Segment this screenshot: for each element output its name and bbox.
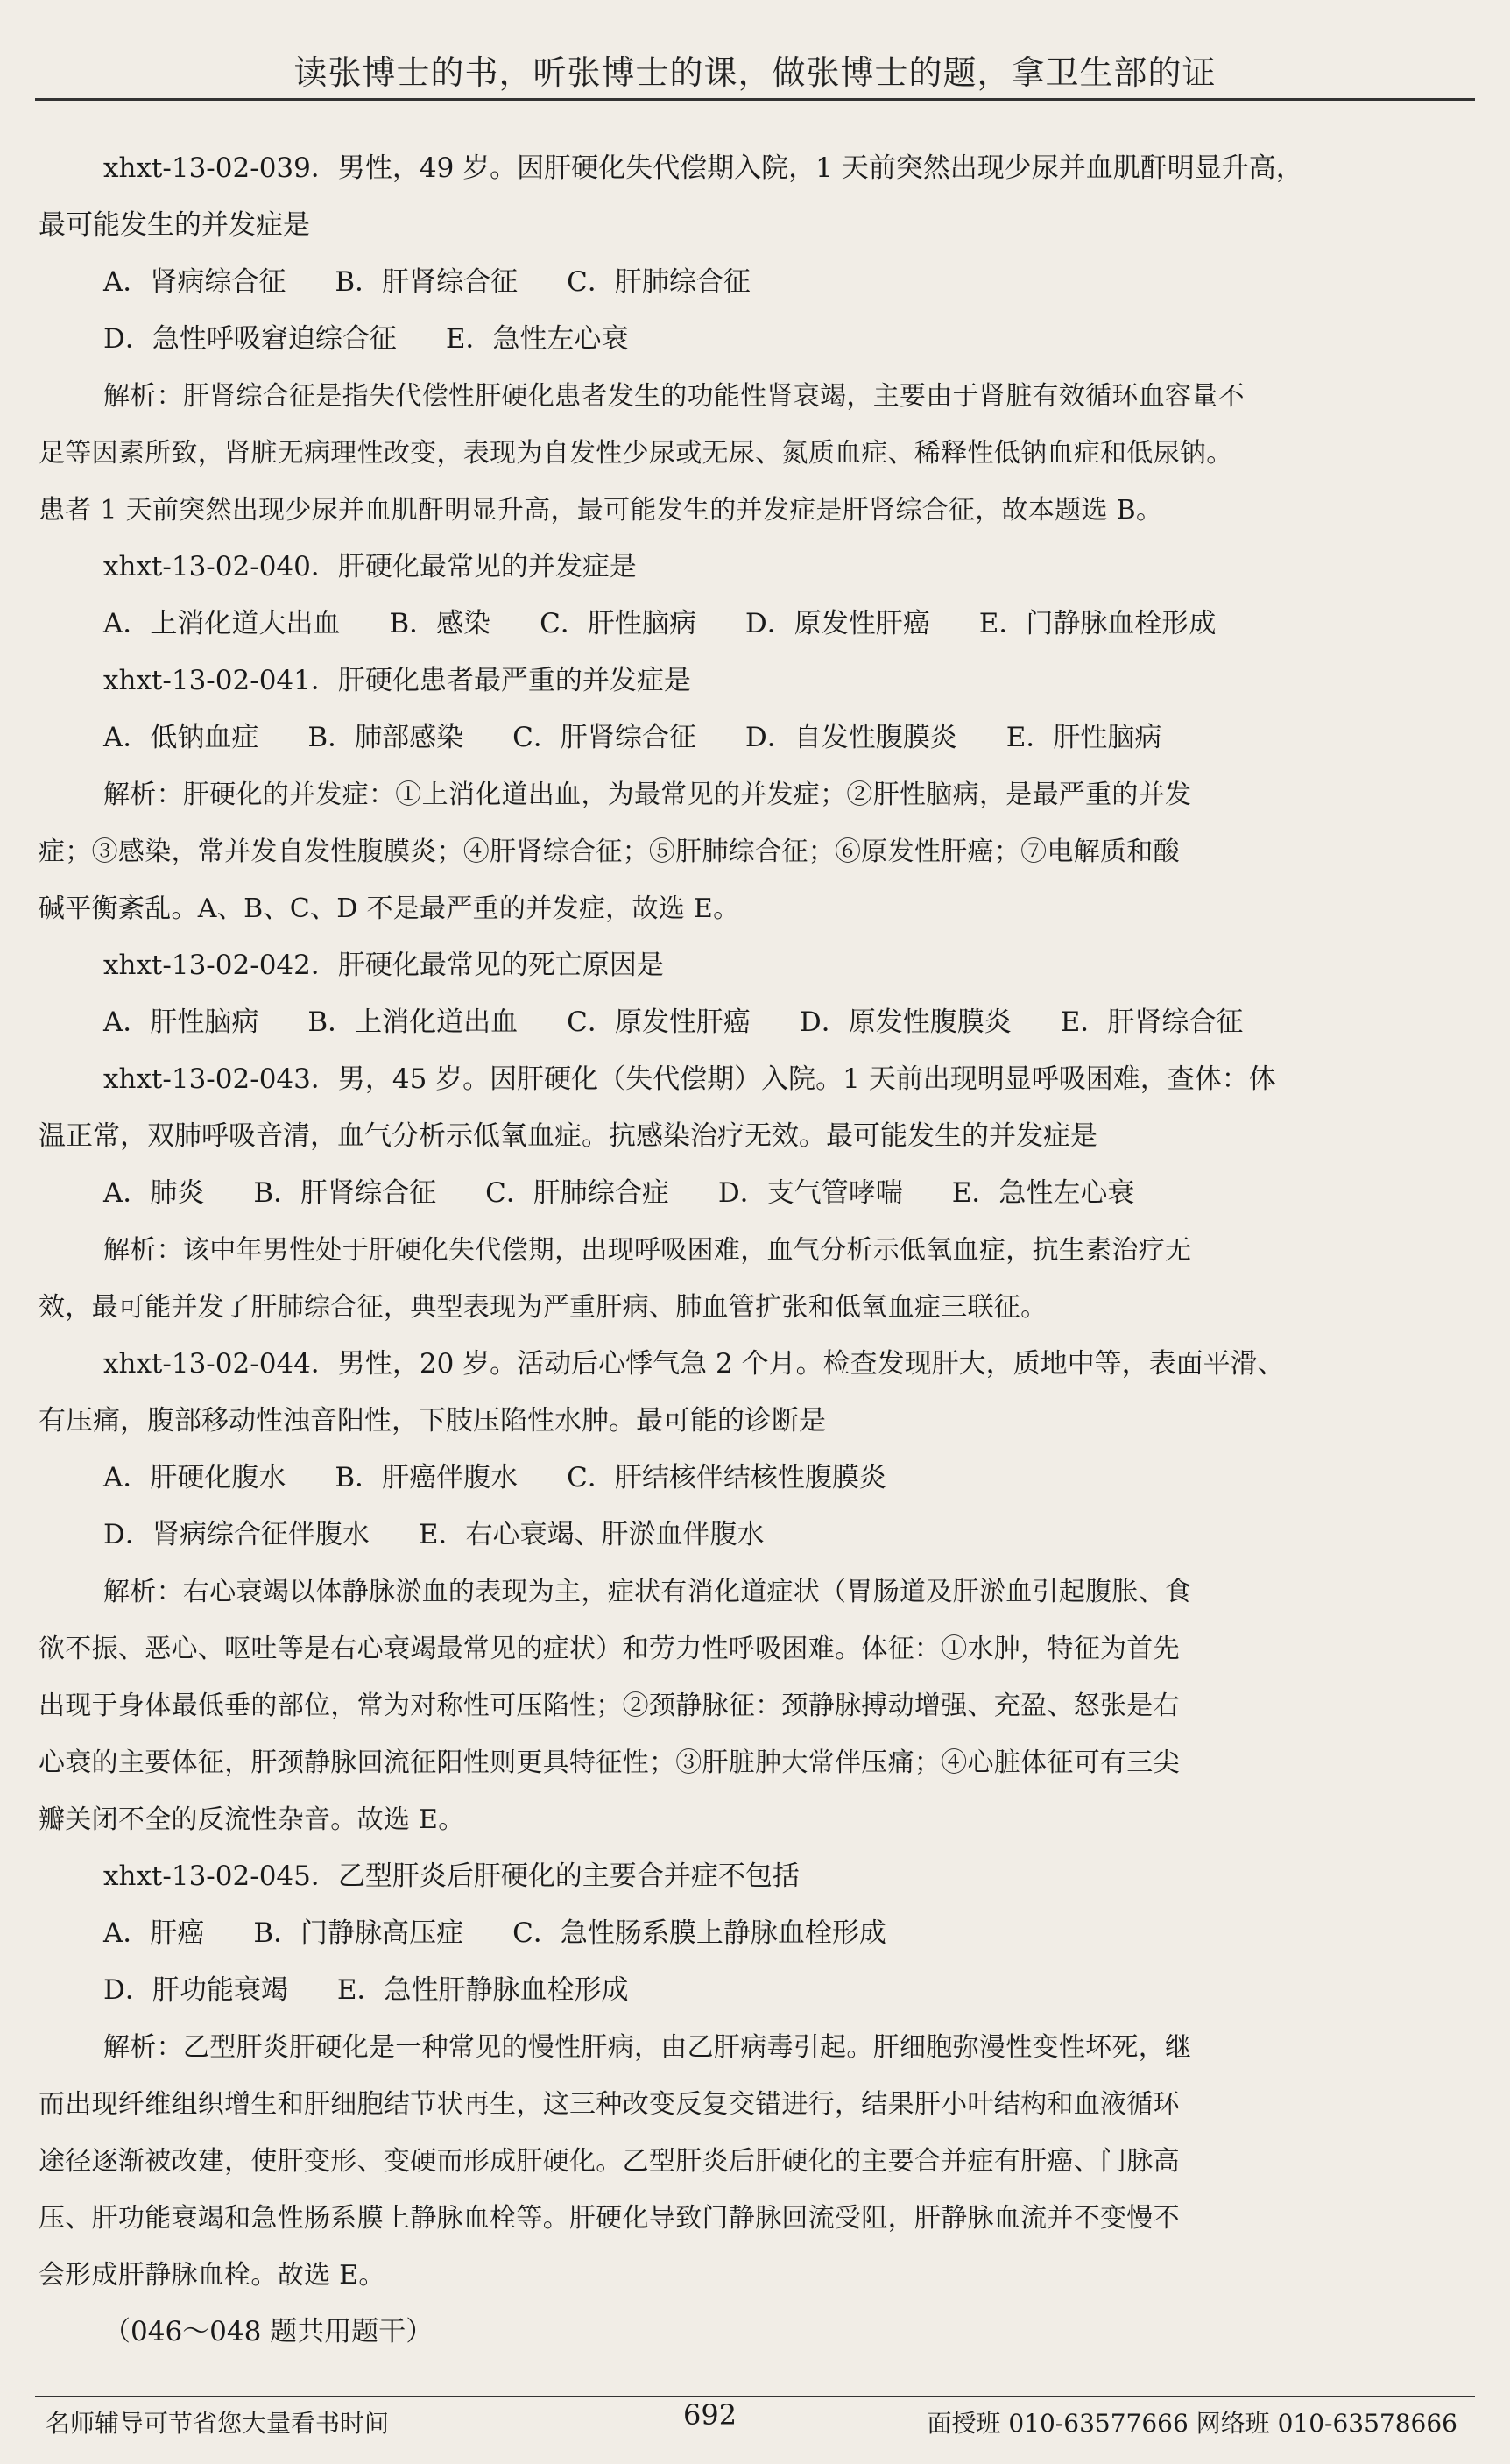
answer-option: E．肝性脑病 [1005, 722, 1162, 753]
explanation-line: 效，最可能并发了肝肺综合征，典型表现为严重肝病、肺血管扩张和低氧血症三联征。 [39, 1292, 1048, 1323]
answer-options-row [39, 1507, 1457, 1564]
explanation-line: 而出现纤维组织增生和肝细胞结节状再生，这三种改变反复交错进行，结果肝小叶结构和血液循环 [39, 2089, 1180, 2120]
answer-options-row [39, 1450, 1457, 1507]
question-line: 有压痛，腹部移动性浊音阳性，下肢压陷性水肿。最可能的诊断是 [39, 1405, 826, 1437]
answer-option: E．肝肾综合征 [1060, 1006, 1244, 1038]
answer-option: B．门静脉高压症 [253, 1917, 464, 1949]
explanation-line: 压、肝功能衰竭和急性肠系膜上静脉血栓等。肝硬化导致门静脉回流受阻，肝静脉血流并不变慢不 [39, 2203, 1180, 2234]
footer-slogan: 名师辅导可节省您大量看书时间 [46, 2409, 390, 2438]
question-line: 温正常，双肺呼吸音清，血气分析示低氧血症。抗感染治疗无效。最可能发生的并发症是 [39, 1120, 1097, 1152]
answer-option: A．肝性脑病 [103, 1006, 259, 1038]
page-content [39, 140, 1457, 2361]
explanation-line: 解析：肝肾综合征是指失代偿性肝硬化患者发生的功能性肾衰竭，主要由于肾脏有效循环血容量不 [103, 381, 1245, 412]
answer-option: D．急性呼吸窘迫综合征 [103, 323, 397, 355]
footer-divider [35, 2396, 1475, 2397]
explanation-line: 途径逐渐被改建，使肝变形、变硬而形成肝硬化。乙型肝炎后肝硬化的主要合并症有肝癌、门脉高 [39, 2146, 1180, 2177]
answer-option: C．肝肺综合症 [485, 1177, 669, 1209]
answer-option: C．急性肠系膜上静脉血栓形成 [512, 1917, 886, 1949]
answer-option: E．急性肝静脉血栓形成 [336, 1974, 629, 2006]
question-line: xhxt-13-02-042．肝硬化最常见的死亡原因是 [103, 950, 664, 981]
header-divider [35, 98, 1475, 101]
answer-option: D．支气管哮喘 [717, 1177, 903, 1209]
answer-option: D．肾病综合征伴腹水 [103, 1519, 370, 1550]
answer-option: C．原发性肝癌 [567, 1006, 751, 1038]
explanation-line: 欲不振、恶心、呕吐等是右心衰竭最常见的症状）和劳力性呼吸困难。体征：①水肿，特征为首先 [39, 1634, 1180, 1664]
answer-options-row [39, 994, 1457, 1051]
page-header-title: 读张博士的书，听张博士的课，做张博士的题，拿卫生部的证 [293, 53, 1217, 92]
answer-option: D．自发性腹膜炎 [744, 722, 957, 753]
answer-option: D．肝功能衰竭 [103, 1974, 288, 2006]
answer-options-row [39, 596, 1457, 653]
answer-options-row [39, 1905, 1457, 1962]
explanation-line: 瓣关闭不全的反流性杂音。故选 E。 [39, 1804, 465, 1835]
answer-option: E．门静脉血栓形成 [978, 608, 1217, 639]
answer-option: B．肝肾综合征 [335, 266, 519, 298]
answer-option: B．肺部感染 [307, 722, 464, 753]
footer-contact: 面授班 010-63577666 网络班 010-63578666 [927, 2409, 1457, 2438]
answer-options-row [39, 311, 1457, 368]
explanation-line: 碱平衡紊乱。A、B、C、D 不是最严重的并发症，故选 E。 [39, 893, 740, 924]
explanation-line: 解析：乙型肝炎肝硬化是一种常见的慢性肝病，由乙肝病毒引起。肝细胞弥漫性变性坏死，继 [103, 2032, 1192, 2063]
explanation-line: 会形成肝静脉血栓。故选 E。 [39, 2260, 385, 2291]
answer-options-row [39, 1165, 1457, 1222]
answer-option: E．急性左心衰 [445, 323, 629, 355]
answer-options-row [39, 710, 1457, 766]
question-line: 最可能发生的并发症是 [39, 209, 310, 241]
page-number: 692 [683, 2398, 737, 2432]
explanation-line: 解析：右心衰竭以体静脉淤血的表现为主，症状有消化道症状（胃肠道及肝淤血引起腹胀、食 [103, 1577, 1192, 1607]
answer-options-row [39, 254, 1457, 311]
answer-option: B．感染 [389, 608, 491, 639]
explanation-line: 患者 1 天前突然出现少尿并血肌酐明显升高，最可能发生的并发症是肝肾综合征，故本题选 B。 [39, 495, 1163, 526]
answer-option: C．肝结核伴结核性腹膜炎 [567, 1462, 886, 1493]
explanation-line: 心衰的主要体征，肝颈静脉回流征阳性则更具特征性；③肝脏肿大常伴压痛；④心脏体征可有三尖 [39, 1747, 1180, 1778]
question-line: xhxt-13-02-040．肝硬化最常见的并发症是 [103, 551, 637, 582]
question-line: xhxt-13-02-041．肝硬化患者最严重的并发症是 [103, 665, 691, 696]
answer-option: B．肝癌伴腹水 [335, 1462, 519, 1493]
explanation-line: 解析：该中年男性处于肝硬化失代偿期，出现呼吸困难，血气分析示低氧血症，抗生素治疗无 [103, 1235, 1192, 1266]
answer-option: C．肝性脑病 [540, 608, 696, 639]
answer-option: A．低钠血症 [103, 722, 259, 753]
answer-option: B．肝肾综合征 [253, 1177, 437, 1209]
answer-option: A．肝硬化腹水 [103, 1462, 286, 1493]
question-line: xhxt-13-02-043．男，45 岁。因肝硬化（失代偿期）入院。1 天前出现明显呼吸困难，查体：体 [103, 1063, 1276, 1095]
question-line: xhxt-13-02-039．男性，49 岁。因肝硬化失代偿期入院，1 天前突然出现少尿并血肌酐明显升高， [103, 152, 1303, 184]
answer-option: E．右心衰竭、肝淤血伴腹水 [418, 1519, 765, 1550]
answer-option: A．肾病综合征 [103, 266, 286, 298]
explanation-line: 足等因素所致，肾脏无病理性改变，表现为自发性少尿或无尿、氮质血症、稀释性低钠血症和低尿钠。 [39, 438, 1233, 469]
explanation-line: 症；③感染，常并发自发性腹膜炎；④肝肾综合征；⑤肝肺综合征；⑥原发性肝癌；⑦电解质和酸 [39, 837, 1180, 867]
answer-option: C．肝肾综合征 [512, 722, 696, 753]
answer-options-row [39, 1962, 1457, 2019]
answer-option: A．肝癌 [103, 1917, 205, 1949]
answer-option: E．急性左心衰 [951, 1177, 1135, 1209]
answer-option: A．肺炎 [103, 1177, 205, 1209]
question-line: （046～048 题共用题干） [103, 2316, 434, 2348]
answer-option: C．肝肺综合征 [567, 266, 751, 298]
explanation-line: 出现于身体最低垂的部位，常为对称性可压陷性；②颈静脉征：颈静脉搏动增强、充盈、怒张是右 [39, 1691, 1180, 1721]
answer-option: A．上消化道大出血 [103, 608, 341, 639]
explanation-line: 解析：肝硬化的并发症：①上消化道出血，为最常见的并发症；②肝性脑病，是最严重的并发 [103, 780, 1192, 810]
answer-option: D．原发性肝癌 [744, 608, 930, 639]
question-line: xhxt-13-02-044．男性，20 岁。活动后心悸气急 2 个月。检查发现肝大，质地中等，表面平滑、 [103, 1348, 1285, 1380]
answer-option: D．原发性腹膜炎 [799, 1006, 1012, 1038]
question-line: xhxt-13-02-045．乙型肝炎后肝硬化的主要合并症不包括 [103, 1860, 800, 1892]
answer-option: B．上消化道出血 [307, 1006, 519, 1038]
